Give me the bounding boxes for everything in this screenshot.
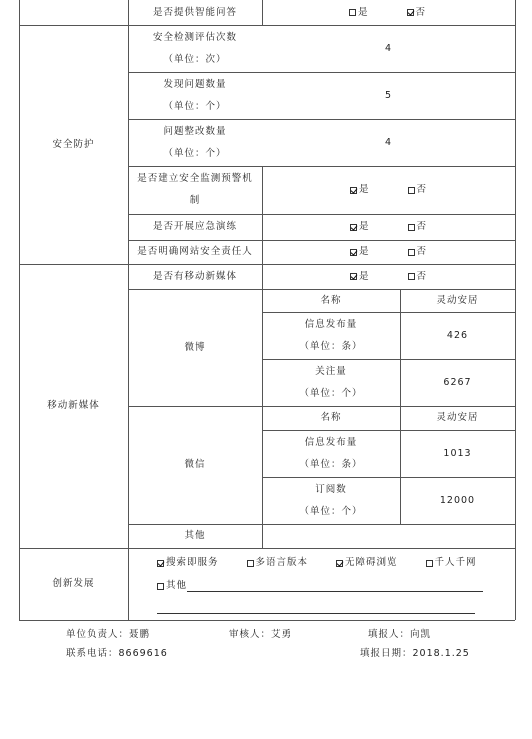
responsible-label: 是否明确网站安全责任人 [137, 246, 253, 257]
drills-label: 是否开展应急演练 [152, 221, 237, 232]
has-mobile-label: 是否有移动新媒体 [152, 270, 237, 282]
drills-options [350, 214, 510, 240]
smart-qa-label: 是否提供智能问答 [152, 6, 237, 18]
issues-found-label: 发现问题数量 （单位：个） [163, 78, 227, 112]
weibo-label: 微博 [184, 341, 206, 353]
innovation-options [157, 552, 515, 574]
checkbox-icon [408, 249, 415, 256]
responsible-options [350, 240, 510, 264]
drills-yes-checkbox[interactable]: 是 [350, 216, 370, 238]
innovation-other-input[interactable] [187, 581, 483, 592]
reviewer: 审核人：艾勇 [229, 629, 293, 640]
issues-found-value: 5 [384, 89, 393, 101]
search-service-checkbox[interactable]: 搜索即服务 [157, 552, 219, 574]
wechat-subscribers-value: 12000 [439, 494, 476, 506]
checked-checkbox-icon [336, 560, 343, 567]
weibo-name-value: 灵动安居 [436, 294, 479, 306]
drills-no-checkbox[interactable]: 否 [408, 216, 428, 238]
rule [262, 0, 263, 25]
filler: 填报人：向凯 [368, 629, 432, 640]
checked-checkbox-icon [350, 249, 357, 256]
warning-mech-label: 是否建立安全监测预警机 制 [137, 173, 253, 206]
wechat-posts-label: 信息发布量 （单位：条） [299, 436, 363, 470]
weibo-follows-value: 6267 [443, 376, 472, 388]
wechat-label: 微信 [184, 459, 206, 470]
has-mobile-no-checkbox[interactable]: 否 [408, 266, 428, 288]
has-mobile-yes-checkbox[interactable]: 是 [350, 266, 370, 288]
checked-checkbox-icon [157, 560, 164, 567]
warning-mech-no-checkbox[interactable]: 否 [408, 179, 428, 201]
checked-checkbox-icon [350, 224, 357, 231]
wechat-subscribers-label: 订阅数 （单位：个） [299, 483, 363, 517]
weibo-follows-label: 关注量 （单位：个） [299, 365, 363, 399]
checkbox-icon [247, 560, 254, 567]
fill-date: 填报日期：2018.1.25 [360, 648, 470, 659]
contact-phone: 联系电话：8669616 [66, 648, 168, 659]
warning-mech-options [350, 166, 510, 214]
smart-qa-yes-checkbox[interactable]: 是 [349, 2, 369, 24]
checkbox-icon [157, 583, 164, 590]
checked-checkbox-icon [350, 273, 357, 280]
mobile-other-label: 其他 [184, 530, 206, 541]
checkbox-icon [408, 273, 415, 280]
rule [515, 0, 516, 620]
security-category: 安全防护 [52, 138, 95, 150]
issues-fixed-value: 4 [384, 136, 393, 148]
innovation-category: 创新发展 [52, 578, 95, 589]
smart-qa-no-checkbox[interactable]: 否 [407, 2, 427, 24]
weibo-name-header: 名称 [320, 294, 342, 306]
checkbox-icon [426, 560, 433, 567]
accessibility-checkbox[interactable]: 无障碍浏览 [336, 552, 398, 574]
mobile-category: 移动新媒体 [47, 400, 100, 411]
responsible-no-checkbox[interactable]: 否 [408, 241, 428, 263]
weibo-posts-label: 信息发布量 （单位：条） [299, 318, 363, 352]
checked-checkbox-icon [350, 187, 357, 194]
weibo-posts-value: 426 [446, 329, 469, 341]
smart-qa-options [349, 0, 509, 25]
rule [19, 620, 515, 621]
issues-fixed-label: 问题整改数量 （单位：个） [163, 125, 227, 159]
wechat-name-value: 灵动安居 [436, 412, 479, 423]
checkbox-icon [349, 9, 356, 16]
personalized-checkbox[interactable]: 千人千网 [426, 552, 477, 574]
warning-mech-yes-checkbox[interactable]: 是 [350, 179, 370, 201]
checkbox-icon [408, 187, 415, 194]
eval-count-label: 安全检测评估次数 （单位：次） [152, 31, 237, 65]
innovation-other [157, 576, 497, 596]
unit-head: 单位负责人：聂鹏 [66, 629, 151, 640]
checked-checkbox-icon [407, 9, 414, 16]
statistics-table [19, 0, 515, 620]
responsible-yes-checkbox[interactable]: 是 [350, 241, 370, 263]
innovation-other-checkbox[interactable]: 其他 [157, 575, 187, 597]
innovation-extra-line[interactable] [157, 603, 475, 614]
has-mobile-options [350, 264, 510, 289]
eval-count-value: 4 [384, 42, 393, 54]
checkbox-icon [408, 224, 415, 231]
multilingual-checkbox[interactable]: 多语言版本 [247, 552, 309, 574]
wechat-posts-value: 1013 [443, 447, 472, 459]
rule [262, 166, 263, 289]
wechat-name-header: 名称 [320, 412, 342, 423]
